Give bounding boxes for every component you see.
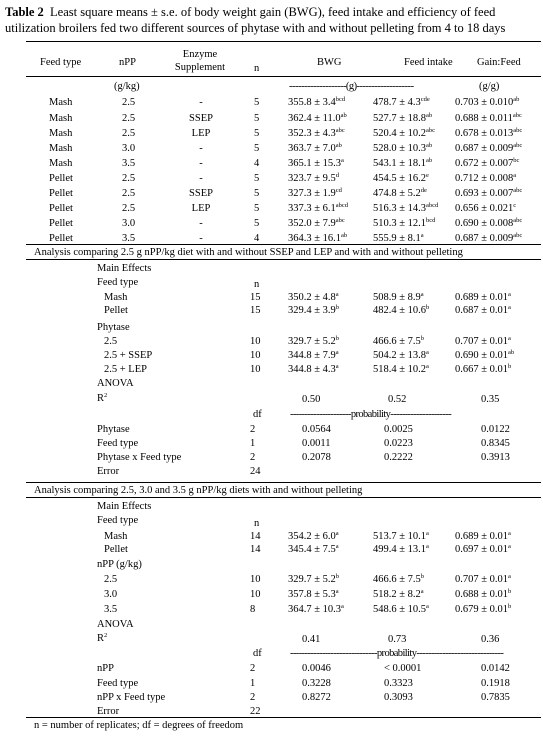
effect-row-bwg: 344.8 ± 7.9$^a$ <box>288 349 339 361</box>
anova-row-label: Feed type <box>97 678 139 689</box>
rule-analysis2-top <box>26 482 541 483</box>
effect-row-label: 3.5 <box>104 604 118 615</box>
cell-feed-intake: 527.7 ± 18.8$^{ab}$ <box>373 112 433 124</box>
anova-row-label: Feed type <box>97 438 139 449</box>
effect-row-n: 10 <box>250 574 261 585</box>
cell-feed-type: Pellet <box>49 218 73 229</box>
anova-row-gain-feed: 0.8345 <box>481 438 510 449</box>
cell-feed-type: Mash <box>49 97 73 108</box>
effect-row-n: 10 <box>250 364 261 375</box>
probability-label: ---------------------probability--------------------- <box>290 409 452 420</box>
r-squared-feed-intake: 0.52 <box>388 394 407 405</box>
anova-row-feed-intake: 0.2222 <box>384 452 413 463</box>
anova-row-feed-intake: 0.3323 <box>384 678 413 689</box>
r-squared-label: $R^2$ <box>97 392 108 404</box>
anova-row-feed-intake: < 0.0001 <box>384 663 422 674</box>
r-squared-feed-intake: 0.73 <box>388 634 407 645</box>
main-effects-label: Main Effects <box>97 501 152 512</box>
effect-group-label: nPP (g/kg) <box>97 559 142 570</box>
cell-gain-feed: 0.690 ± 0.008$^{abc}$ <box>455 217 523 229</box>
cell-npp: 3.0 <box>122 218 136 229</box>
effect-row-bwg: 350.2 ± 4.8$^a$ <box>288 291 339 303</box>
anova-row-label: Error <box>97 706 120 717</box>
effect-row-feed-intake: 499.4 ± 13.1$^a$ <box>373 543 429 555</box>
effect-row-feed-intake: 518.2 ± 8.2$^a$ <box>373 588 424 600</box>
anova-row-bwg: 0.3228 <box>302 678 331 689</box>
cell-bwg: 363.7 ± 7.0$^{ab}$ <box>288 142 342 154</box>
feed-type-label: Feed type <box>97 277 139 288</box>
col-header-feed-intake: Feed intake <box>404 57 453 68</box>
cell-bwg: $337.3 \pm 6.1^{abcd}$ <box>288 202 349 214</box>
cell-feed-intake: 543.1 ± 18.1$^{ab}$ <box>373 157 433 169</box>
cell-enzyme: LEP <box>191 128 211 139</box>
effect-row-label: 3.0 <box>104 589 118 600</box>
cell-enzyme: - <box>199 143 203 154</box>
anova-row-label: Error <box>97 466 120 477</box>
unit-g-per-g: (g/g) <box>479 81 500 92</box>
effect-row-bwg: 357.8 ± 5.3$^a$ <box>288 588 339 600</box>
cell-feed-intake: $516.3 \pm 14.3^{abcd}$ <box>373 202 439 214</box>
probability-label: ------------------------------probability------------------------------ <box>290 648 504 659</box>
cell-feed-type: Pellet <box>49 188 73 199</box>
table-caption-text: Least square means ± s.e. of body weight gain (BWG), feed intake and efficiency of feed utilization broilers fed two different sources of phytase with and without pelleting from 4 to 18 days <box>5 5 506 35</box>
cell-npp: 3.5 <box>122 158 136 169</box>
anova-row-feed-intake: 0.0025 <box>384 424 413 435</box>
unit-npp: (g/kg) <box>114 81 140 92</box>
cell-n: 4 <box>254 233 260 244</box>
effect-row-gain-feed: 0.687 ± 0.01$^a$ <box>455 304 511 316</box>
effect-row-gain-feed: 0.689 ± 0.01$^a$ <box>455 530 511 542</box>
col-header-supplement: Supplement <box>174 62 226 73</box>
cell-n: 4 <box>254 158 260 169</box>
cell-n: 5 <box>254 173 260 184</box>
col-header-gain-feed: Gain:Feed <box>477 57 521 68</box>
table-label: Table 2 <box>5 5 44 19</box>
effect-row-label: Pellet <box>104 305 128 316</box>
cell-bwg: 355.8 ± 3.4$^{bcd}$ <box>288 96 346 108</box>
cell-n: 5 <box>254 143 260 154</box>
cell-feed-type: Mash <box>49 113 73 124</box>
cell-feed-intake: 520.4 ± 10.2$^{abc}$ <box>373 127 436 139</box>
effect-row-gain-feed: 0.707 ± 0.01$^a$ <box>455 573 511 585</box>
effect-row-label: 2.5 <box>104 336 118 347</box>
cell-enzyme: - <box>199 218 203 229</box>
effect-row-gain-feed: 0.690 ± 0.01$^{ab}$ <box>455 349 515 361</box>
effect-row-bwg: 364.7 ± 10.3$^a$ <box>288 603 344 615</box>
effect-row-label: 2.5 + LEP <box>104 364 147 375</box>
r-squared-gain-feed: 0.36 <box>481 634 500 645</box>
effect-row-feed-intake: 513.7 ± 10.1$^a$ <box>373 530 429 542</box>
cell-gain-feed: 0.712 ± 0.008$^a$ <box>455 172 517 184</box>
cell-feed-type: Pellet <box>49 233 73 244</box>
analysis2-title: Analysis comparing 2.5, 3.0 and 3.5 g nPP/kg diets with and without pelleting <box>34 485 363 496</box>
anova-row-df: 2 <box>250 452 256 463</box>
anova-row-df: 1 <box>250 438 256 449</box>
cell-gain-feed: 0.703 ± 0.010$^{ab}$ <box>455 96 520 108</box>
table-caption <box>5 4 537 36</box>
effect-row-n: 14 <box>250 531 261 542</box>
col-header-feed-type: Feed type <box>40 57 82 68</box>
anova-row-label: Phytase <box>97 424 130 435</box>
anova-row-df: 2 <box>250 692 256 703</box>
cell-enzyme: - <box>199 233 203 244</box>
effect-row-bwg: 329.7 ± 5.2$^b$ <box>288 335 340 347</box>
cell-bwg: 365.1 ± 15.3$^a$ <box>288 157 344 169</box>
rule-analysis2-title <box>26 497 541 498</box>
r-squared-bwg: 0.41 <box>302 634 321 645</box>
anova-label: ANOVA <box>97 619 134 630</box>
effect-row-n: 15 <box>250 305 261 316</box>
col-header-enzyme: Enzyme <box>182 49 218 60</box>
effect-row-label: 2.5 <box>104 574 118 585</box>
effect-row-feed-intake: 548.6 ± 10.5$^a$ <box>373 603 429 615</box>
anova-row-label: nPP <box>97 663 114 674</box>
effect-row-feed-intake: 466.6 ± 7.5$^b$ <box>373 573 425 585</box>
cell-feed-intake: 555.9 ± 8.1$^a$ <box>373 232 424 244</box>
effect-row-label: Mash <box>104 292 128 303</box>
effect-row-label: 2.5 + SSEP <box>104 350 153 361</box>
r-squared-label: $R^2$ <box>97 632 108 644</box>
cell-gain-feed: 0.656 ± 0.021$^c$ <box>455 202 517 214</box>
effect-row-gain-feed: 0.667 ± 0.01$^b$ <box>455 363 512 375</box>
cell-enzyme: - <box>199 173 203 184</box>
main-effects-label: Main Effects <box>97 263 152 274</box>
cell-enzyme: SSEP <box>189 188 213 199</box>
anova-row-gain-feed: 0.0142 <box>481 663 510 674</box>
cell-npp: 2.5 <box>122 113 136 124</box>
cell-npp: 2.5 <box>122 128 136 139</box>
cell-feed-type: Pellet <box>49 173 73 184</box>
cell-enzyme: SSEP <box>189 113 213 124</box>
anova-row-df: 2 <box>250 424 256 435</box>
anova-label: ANOVA <box>97 378 134 389</box>
cell-bwg: 352.3 ± 4.3$^{abc}$ <box>288 127 345 139</box>
anova-row-df: 1 <box>250 678 256 689</box>
effect-row-gain-feed: 0.689 ± 0.01$^a$ <box>455 291 511 303</box>
cell-npp: 2.5 <box>122 203 136 214</box>
effect-row-feed-intake: 518.4 ± 10.2$^a$ <box>373 363 429 375</box>
bottom-rule <box>26 717 541 718</box>
cell-feed-type: Mash <box>49 143 73 154</box>
anova-row-gain-feed: 0.7835 <box>481 692 510 703</box>
effect-row-feed-intake: 508.9 ± 8.9$^a$ <box>373 291 424 303</box>
anova-row-bwg: 0.0564 <box>302 424 331 435</box>
cell-feed-intake: 528.0 ± 10.3$^{ab}$ <box>373 142 433 154</box>
effect-row-bwg: 329.4 ± 3.9$^b$ <box>288 304 340 316</box>
cell-feed-intake: 478.7 ± 4.3$^{cde}$ <box>373 96 430 108</box>
n-label: n <box>254 279 260 290</box>
effect-row-n: 15 <box>250 292 261 303</box>
cell-feed-intake: 454.5 ± 16.2$^e$ <box>373 172 429 184</box>
anova-row-gain-feed: 0.1918 <box>481 678 510 689</box>
cell-n: 5 <box>254 218 260 229</box>
col-header-bwg: BWG <box>317 57 342 68</box>
cell-bwg: 323.7 ± 9.5$^d$ <box>288 172 340 184</box>
effect-row-n: 10 <box>250 589 261 600</box>
cell-enzyme: LEP <box>191 203 211 214</box>
cell-gain-feed: 0.678 ± 0.013$^{abc}$ <box>455 127 523 139</box>
footnote: n = number of replicates; df = degrees of freedom <box>34 720 244 731</box>
rule-analysis1-title <box>26 259 541 260</box>
anova-row-feed-intake: 0.3093 <box>384 692 413 703</box>
n-label: n <box>254 518 260 529</box>
r-squared-bwg: 0.50 <box>302 394 321 405</box>
effect-row-bwg: 354.2 ± 6.0$^a$ <box>288 530 339 542</box>
effect-row-bwg: 345.4 ± 7.5$^a$ <box>288 543 339 555</box>
effect-row-bwg: 344.8 ± 4.3$^a$ <box>288 363 339 375</box>
effect-row-n: 10 <box>250 350 261 361</box>
cell-gain-feed: 0.687 ± 0.009$^{abc}$ <box>455 142 523 154</box>
anova-row-label: nPP x Feed type <box>97 692 166 703</box>
df-label: df <box>253 648 262 659</box>
cell-feed-type: Pellet <box>49 203 73 214</box>
cell-npp: 2.5 <box>122 97 136 108</box>
effect-row-feed-intake: 466.6 ± 7.5$^b$ <box>373 335 425 347</box>
effect-row-bwg: 329.7 ± 5.2$^b$ <box>288 573 340 585</box>
effect-row-gain-feed: 0.688 ± 0.01$^b$ <box>455 588 512 600</box>
cell-enzyme: - <box>199 97 203 108</box>
effect-row-feed-intake: 504.2 ± 13.8$^a$ <box>373 349 429 361</box>
anova-row-bwg: 0.2078 <box>302 452 331 463</box>
effect-row-label: Mash <box>104 531 128 542</box>
r-squared-gain-feed: 0.35 <box>481 394 500 405</box>
cell-gain-feed: 0.687 ± 0.009$^{abc}$ <box>455 232 523 244</box>
effect-row-gain-feed: 0.707 ± 0.01$^a$ <box>455 335 511 347</box>
header-rule <box>26 76 541 77</box>
cell-n: 5 <box>254 188 260 199</box>
effect-row-n: 8 <box>250 604 256 615</box>
anova-row-gain-feed: 0.0122 <box>481 424 510 435</box>
anova-row-bwg: 0.0011 <box>302 438 331 449</box>
anova-row-df: 2 <box>250 663 256 674</box>
cell-n: 5 <box>254 113 260 124</box>
anova-row-label: Phytase x Feed type <box>97 452 182 463</box>
cell-n: 5 <box>254 97 260 108</box>
cell-gain-feed: 0.688 ± 0.011$^{abc}$ <box>455 112 522 124</box>
cell-npp: 3.0 <box>122 143 136 154</box>
top-rule <box>26 41 541 42</box>
effect-row-gain-feed: 0.697 ± 0.01$^a$ <box>455 543 511 555</box>
cell-feed-type: Mash <box>49 158 73 169</box>
cell-npp: 2.5 <box>122 173 136 184</box>
cell-feed-type: Mash <box>49 128 73 139</box>
anova-row-gain-feed: 0.3913 <box>481 452 510 463</box>
col-header-npp: nPP <box>119 57 136 68</box>
effect-row-feed-intake: 482.4 ± 10.6$^b$ <box>373 304 430 316</box>
cell-feed-intake: 510.3 ± 12.1$^{bcd}$ <box>373 217 436 229</box>
anova-row-df: 22 <box>250 706 261 717</box>
cell-gain-feed: 0.672 ± 0.007$^{bc}$ <box>455 157 520 169</box>
cell-npp: 2.5 <box>122 188 136 199</box>
cell-bwg: 327.3 ± 1.9$^{cd}$ <box>288 187 342 199</box>
cell-bwg: 352.0 ± 7.9$^{abc}$ <box>288 217 345 229</box>
cell-feed-intake: 474.8 ± 5.2de <box>373 187 427 199</box>
effect-row-label: Pellet <box>104 544 128 555</box>
effect-row-n: 10 <box>250 336 261 347</box>
cell-npp: 3.5 <box>122 233 136 244</box>
anova-row-bwg: 0.8272 <box>302 692 331 703</box>
anova-row-bwg: 0.0046 <box>302 663 331 674</box>
anova-row-df: 24 <box>250 466 261 477</box>
cell-bwg: 364.3 ± 16.1$^{ab}$ <box>288 232 348 244</box>
cell-enzyme: - <box>199 158 203 169</box>
feed-type-label: Feed type <box>97 515 139 526</box>
cell-n: 5 <box>254 203 260 214</box>
cell-gain-feed: 0.693 ± 0.007$^{abc}$ <box>455 187 523 199</box>
unit-grams: -------------------(g)------------------- <box>289 81 414 92</box>
anova-row-feed-intake: 0.0223 <box>384 438 413 449</box>
cell-bwg: 362.4 ± 11.0$^{ab}$ <box>288 112 347 124</box>
cell-n: 5 <box>254 128 260 139</box>
analysis1-title: Analysis comparing 2.5 g nPP/kg diet with and without SSEP and LEP and with and without pelleting <box>34 247 463 258</box>
effect-row-n: 14 <box>250 544 261 555</box>
df-label: df <box>253 409 262 420</box>
rule-analysis1-top <box>26 244 541 245</box>
col-header-n: n <box>254 63 260 74</box>
effect-group-label: Phytase <box>97 322 130 333</box>
effect-row-gain-feed: 0.679 ± 0.01$^b$ <box>455 603 512 615</box>
